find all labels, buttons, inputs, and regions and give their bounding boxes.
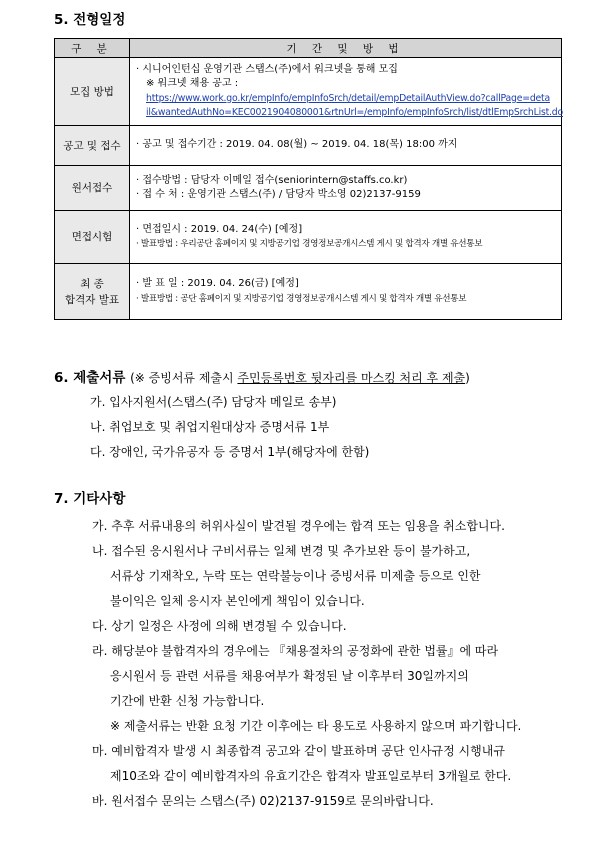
list-item-continued: 불이익은 일체 응시자 본인에게 책임이 있습니다. (110, 594, 365, 608)
list-item: 나. 취업보호 및 취업지원대상자 증명서류 1부 (90, 420, 330, 434)
detail-line: · 발표방법 : 공단 홈페이지 및 지방공기업 경영정보공개시스템 게시 및 합격자 개별 유선통보 (136, 293, 467, 304)
row-detail (130, 58, 562, 126)
list-item-continued: 서류상 기재착오, 누락 또는 연락불능이나 증빙서류 미제출 등으로 인한 (110, 569, 481, 583)
list-item-continued: 제10조와 같이 예비합격자의 유효기간은 합격자 발표일로부터 3개월로 한다. (110, 769, 512, 783)
list-item: 마. 예비합격자 발생 시 최종합격 공고와 같이 발표하며 공단 인사규정 시행내규 (92, 744, 505, 758)
note-prefix: (※ 증빙서류 제출시 (130, 371, 238, 385)
list-item: 가. 입사지원서(스탭스(주) 담당자 메일로 송부) (90, 395, 337, 409)
row-detail (130, 264, 562, 320)
row-category (55, 264, 130, 320)
category-line: 최 종 (80, 277, 104, 290)
row-category: 원서접수 (55, 166, 130, 211)
detail-line: · 공고 및 접수기간 : 2019. 04. 08(월) ~ 2019. 04. 18(목) 18:00 까지 (136, 139, 458, 151)
detail-line: · 발표방법 : 우리공단 홈페이지 및 지방공기업 경영정보공개시스템 게시 및 합격자 개별 유선통보 (136, 239, 483, 249)
detail-line: · 접 수 처 : 운영기관 스탭스(주) / 담당자 박소영 02)2137-9159 (136, 189, 421, 200)
category-line: 합격자 발표 (64, 293, 120, 306)
section-6-title (54, 366, 470, 386)
recruit-link[interactable]: il&wantedAuthNo=KEC0021904080001&rtnUrl=/empInfo/empInfoSrch/list/dtlEmpSrchList.do (146, 107, 563, 118)
list-item-continued: 기간에 반환 신청 가능합니다. (110, 694, 265, 708)
list-item-note: ※ 제출서류는 반환 요청 기간 이후에는 타 용도로 사용하지 않으며 파기합니다. (110, 719, 522, 733)
row-detail (130, 211, 562, 264)
section-7-list (92, 514, 521, 814)
row-category: 공고 및 접수 (55, 126, 130, 166)
row-category: 모집 방법 (55, 58, 130, 126)
table-row (55, 126, 562, 166)
list-item: 바. 원서접수 문의는 스탭스(주) 02)2137-9159로 문의바랍니다. (92, 794, 434, 808)
list-item-continued: 응시원서 등 관련 서류를 채용여부가 확정된 날 이후부터 30일까지의 (110, 669, 469, 683)
schedule-table (54, 38, 562, 320)
section-7-title: 7. 기타사항 (54, 491, 126, 507)
section-5-title: 5. 전형일정 (54, 12, 126, 28)
recruit-link[interactable]: https://www.work.go.kr/empInfo/empInfoSrch/detail/empDetailAuthView.do?callPage=deta (146, 92, 550, 104)
row-detail (130, 166, 562, 211)
detail-line: · 접수방법 : 담당자 이메일 접수(seniorintern@staffs.co.kr) (136, 174, 408, 186)
list-item: 라. 해당분야 불합격자의 경우에는 『채용절차의 공정화에 관한 법률』에 따라 (92, 644, 499, 658)
note-suffix: ) (465, 371, 470, 385)
section-6-note (130, 371, 470, 385)
table-row (55, 166, 562, 211)
header-detail: 기 간 및 방 법 (130, 39, 562, 58)
section-6-heading: 6. 제출서류 (54, 370, 126, 386)
list-item: 가. 추후 서류내용의 허위사실이 발견될 경우에는 합격 또는 임용을 취소합니다. (92, 519, 505, 533)
row-detail (130, 126, 562, 166)
table-row (55, 264, 562, 320)
list-item: 다. 상기 일정은 사정에 의해 변경될 수 있습니다. (92, 619, 347, 633)
section-6-list (90, 392, 369, 467)
header-category: 구 분 (55, 39, 130, 58)
table-row (55, 58, 562, 126)
row-category: 면접시험 (55, 211, 130, 264)
detail-line: · 면접일시 : 2019. 04. 24(수) [예정] (136, 223, 303, 235)
list-item: 나. 접수된 응시원서나 구비서류는 일체 변경 및 추가보완 등이 불가하고, (92, 544, 471, 558)
note-underline: 주민등록번호 뒷자리를 마스킹 처리 후 제출 (237, 371, 466, 385)
list-item: 다. 장애인, 국가유공자 등 증명서 1부(해당자에 한함) (90, 445, 370, 459)
detail-line: ※ 워크넷 채용 공고 : (146, 78, 239, 89)
table-header-row (55, 39, 562, 58)
table-row (55, 211, 562, 264)
detail-line: · 시니어인턴십 운영기관 스탭스(주)에서 워크넷을 통해 모집 (136, 63, 398, 75)
detail-line: · 발 표 일 : 2019. 04. 26(금) [예정] (136, 278, 299, 289)
